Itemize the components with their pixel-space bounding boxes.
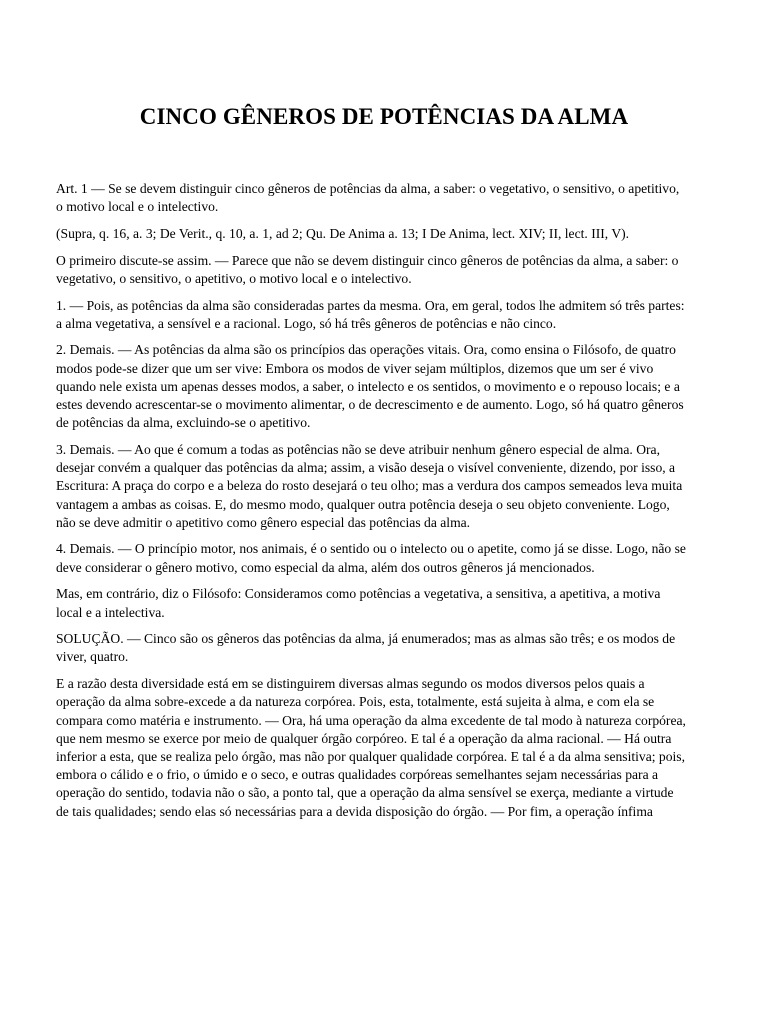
paragraph-explanation: E a razão desta diversidade está em se distinguirem diversas almas segundo os modos diversos pelos quais a operação da alma sobre-excede a da natureza corpórea. Pois, esta, totalmente, está sujeita à alma, e com ela se compara como matéria e instrumento. — Ora, há uma operação da alma excedente de tal modo à natureza corpórea, que nem mesmo se exerce por meio de qualquer órgão corpóreo. E tal é a operação da alma racional. — Há outra inferior a esta, que se realiza pelo órgão, mas não por qualquer qualidade corpórea. E tal é a da alma sensitiva; pois, embora o cálido e o frio, o úmido e o seco, e outras qualidades corpóreas semelhantes sejam necessárias para a operação do sentido, todavia não o são, a ponto tal, que a operação da alma sensível se exerça, mediante a virtude de tais qualidades; sendo elas só necessárias para a devida disposição do órgão. — Por fim, a operação ínfima [56, 676, 686, 819]
paragraph-article-heading: Art. 1 — Se se devem distinguir cinco gêneros de potências da alma, a saber: o vegetativo, o sensitivo, o apetitivo, o motivo local e o intelectivo. [56, 181, 680, 215]
paragraph-references: (Supra, q. 16, a. 3; De Verit., q. 10, a. 1, ad 2; Qu. De Anima a. 13; I De Anima, lect. XIV; II, lect. III, V). [56, 225, 630, 241]
paragraph-first-discussion: O primeiro discute-se assim. — Parece que não se devem distinguir cinco gêneros de potências da alma, a saber: o vegetativo, o sensitivo, o apetitivo, o motivo local e o intelectivo. [56, 252, 679, 286]
document-title: CINCO GÊNEROS DE POTÊNCIAS DA ALMA [139, 104, 629, 129]
paragraph-sed-contra: Mas, em contrário, diz o Filósofo: Consideramos como potências a vegetativa, a sensitiva, a apetitiva, a motiva local e a intelectiva. [56, 586, 661, 620]
paragraph-solution: SOLUÇÃO. — Cinco são os gêneros das potências da alma, já enumerados; mas as almas são três; e os modos de viver, quatro. [56, 631, 676, 665]
paragraph-objection-2: 2. Demais. — As potências da alma são os princípios das operações vitais. Ora, como ensina o Filósofo, de quatro modos pode-se dizer que um ser vive: Embora os modos de viver sejam múltiplos, dizemos que um ser é vivo quando nele exista um apenas desses modos, a saber, o intelecto e os sentidos, o movimento e o repouso locais; e a estes devendo acrescentar-se o movimento alimentar, o de decrescimento e de aumento. Logo, só há quatro gêneros de potências da alma, excluindo-se o apetitivo. [56, 342, 684, 431]
paragraph-objection-4: 4. Demais. — O princípio motor, nos animais, é o sentido ou o intelecto ou o apetite, como já se disse. Logo, não se deve considerar o gênero motivo, como especial da alma, além dos outros gêneros já mencionados. [56, 541, 686, 575]
document-body [56, 180, 686, 821]
paragraph-objection-3: 3. Demais. — Ao que é comum a todas as potências não se deve atribuir nenhum gênero especial de alma. Ora, desejar convém a qualquer das potências da alma; assim, a visão deseja o visível conveniente, dizendo, por isso, a Escritura: A praça do corpo e a beleza do rosto desejará o teu olho; mas a verdura dos campos semeados leva muita vantagem a ambas as coisas. E, do mesmo modo, qualquer outra potência deseja o seu objeto conveniente. Logo, não se deve admitir o apetitivo como gênero especial das potências da alma. [56, 441, 683, 530]
paragraph-objection-1: 1. — Pois, as potências da alma são consideradas partes da mesma. Ora, em geral, todos lhe admitem só três partes: a alma vegetativa, a sensível e a racional. Logo, só há três gêneros de potências e não cinco. [56, 297, 685, 331]
